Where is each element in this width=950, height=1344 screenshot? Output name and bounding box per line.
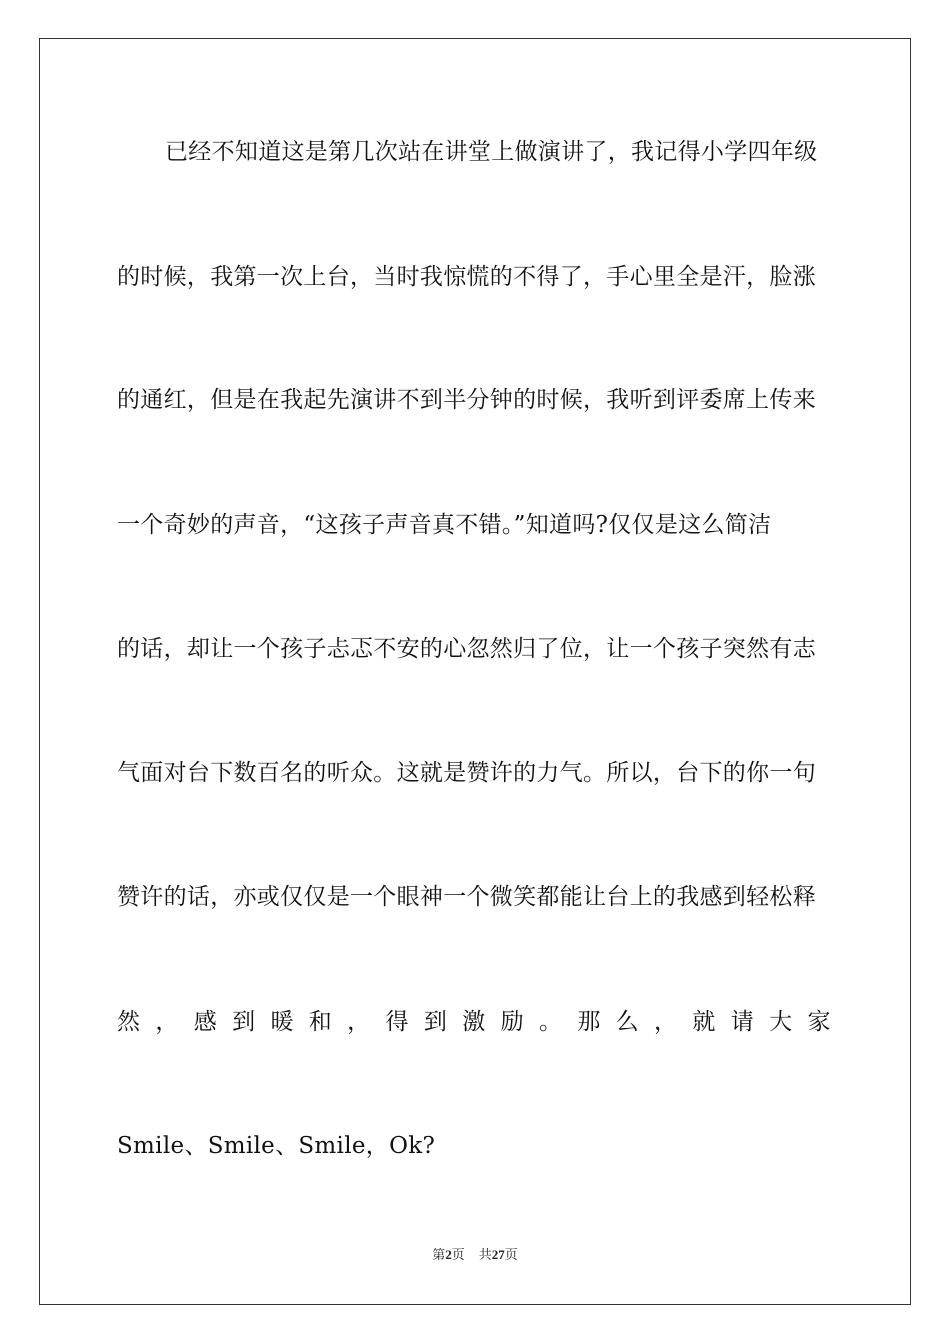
paragraph-line-1: 已经不知道这是第几次站在讲堂上做演讲了，我记得小学四年级 [165,139,818,165]
spread-char: 请 [730,1009,755,1035]
spread-char: 家 [807,1009,831,1035]
paragraph-line-6: 气面对台下数百名的听众。这就是赞许的力气。所以，台下的你一句 [117,760,816,786]
spread-char: 大 [769,1009,793,1035]
spread-char: 那 [577,1009,601,1035]
footer-total-prefix: 共 [478,1247,492,1262]
paragraph-line-8 [117,1007,831,1037]
spread-char: ， [654,1009,678,1035]
spread-char: 励 [500,1009,524,1035]
page-border [39,38,911,1305]
paragraph-line-9: Smile、Smile、Smile，Ok? [117,1133,436,1159]
paragraph-line-5: 的话，却让一个孩子忐忑不安的心忽然归了位，让一个孩子突然有志 [117,636,816,662]
footer-total-unit: 页 [504,1247,518,1262]
footer-current-page: 2 [445,1247,452,1262]
spread-char: 。 [538,1009,563,1035]
footer-total-pages: 27 [491,1247,505,1262]
footer-page-unit: 页 [451,1247,465,1262]
spread-char: ， [347,1009,371,1035]
spread-char: 么 [615,1009,639,1035]
spread-char: 感 [193,1009,218,1035]
page-footer [0,1246,950,1264]
spread-char: 到 [423,1009,448,1035]
spread-char: 和 [308,1009,333,1035]
paragraph-line-7: 赞许的话，亦或仅仅是一个眼神一个微笑都能让台上的我感到轻松释 [117,884,816,910]
spread-char: 然 [117,1009,141,1035]
spread-char: ， [155,1009,179,1035]
paragraph-line-2: 的时候，我第一次上台，当时我惊慌的不得了，手心里全是汗，脸涨 [117,264,816,290]
paragraph-line-3: 的通红，但是在我起先演讲不到半分钟的时候，我听到评委席上传来 [117,387,816,413]
paragraph-line-4: 一个奇妙的声音，“这孩子声音真不错。”知道吗?仅仅是这么简洁 [117,512,772,538]
spread-char: 到 [232,1009,256,1035]
spread-char: 就 [692,1009,716,1035]
spread-char: 激 [462,1009,486,1035]
spread-char: 得 [385,1009,409,1035]
spread-char: 暖 [270,1009,294,1035]
footer-prefix: 第 [432,1247,446,1262]
